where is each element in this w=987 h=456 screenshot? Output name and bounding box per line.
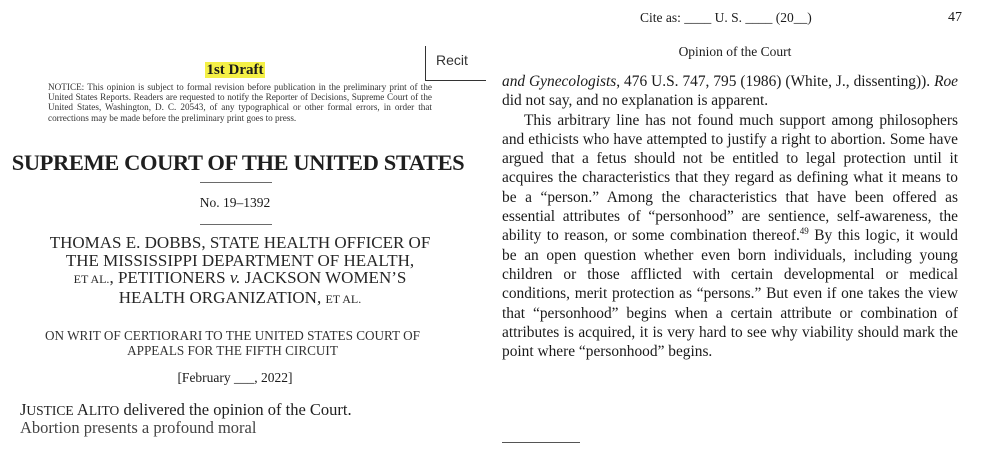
parties-line-1: THOMAS E. DOBBS, STATE HEALTH OFFICER OF [49, 233, 431, 252]
page-number: 47 [948, 10, 962, 25]
opinion-body [502, 72, 958, 361]
divider-1 [200, 182, 272, 183]
footnote-marker[interactable]: 49 [799, 226, 809, 237]
delivered-line: JUSTICE ALITO delivered the opinion of the Court. [20, 400, 352, 419]
cite-line: Cite as: ____ U. S. ____ (20__) [640, 10, 812, 25]
cut-off-line: Abortion presents a profound moral [20, 418, 257, 437]
paragraph-2: This arbitrary line has not found much support among philosophers and ethicists who have attempted to justify a right to abortion. Some have argued that a fetus should not be entitled to legal protection until it acquires the characteristics that they regard as defining what it means to be a “person.” Among the characteristics that have been offered as essential attributes of “personhood” are sentience, self-awareness, the ability to reason, or some combination thereof.$^{49}$ By this logic, it would be an open question whether even born individuals, including young children or those afflicted with certain developmental or medical conditions, merit protection as “persons.” But even if one takes the view that “personhood” begins when a certain attribute or combination of attributes is acquired, it is very hard to see why viability should mark the point where “personhood” begins. [502, 111, 958, 361]
court-title: SUPREME COURT OF THE UNITED STATES [11, 150, 465, 175]
recit-label: Recit [436, 52, 468, 68]
paragraph-1: and Gynecologists, 476 U.S. 747, 795 (1986) (White, J., dissenting)). Roe did not say, and no explanation is apparent. [502, 73, 958, 110]
docket-number: No. 19–1392 [199, 195, 271, 210]
case-parties [20, 234, 460, 308]
writ-text: ON WRIT OF CERTIORARI TO THE UNITED STATES COURT OF APPEALS FOR THE FIFTH CIRCUIT [44, 328, 421, 358]
left-page [0, 0, 480, 456]
opinion-header: Opinion of the Court [678, 44, 792, 59]
footnote-rule [502, 442, 580, 443]
opinion-date: [February ___, 2022] [177, 370, 293, 385]
draft-label-row [0, 62, 470, 79]
parties-line-4: HEALTH ORGANIZATION, ET AL. [118, 287, 362, 307]
parties-line-2: THE MISSISSIPPI DEPARTMENT OF HEALTH, [65, 250, 415, 270]
parties-line-3: ET AL., PETITIONERS v. JACKSON WOMEN’S [73, 268, 407, 288]
notice-text: NOTICE: This opinion is subject to formal revision before publication in the preliminary print of the United States Reports. Readers are requested to notify the Reporter of Decisions, Supreme Court of the United States, Washington, D. C. 20543, of any typographical or other formal errors, in order that corrections may be made before the preliminary print goes to press. [48, 82, 432, 123]
draft-label: 1st Draft [206, 62, 264, 78]
divider-2 [200, 224, 272, 225]
